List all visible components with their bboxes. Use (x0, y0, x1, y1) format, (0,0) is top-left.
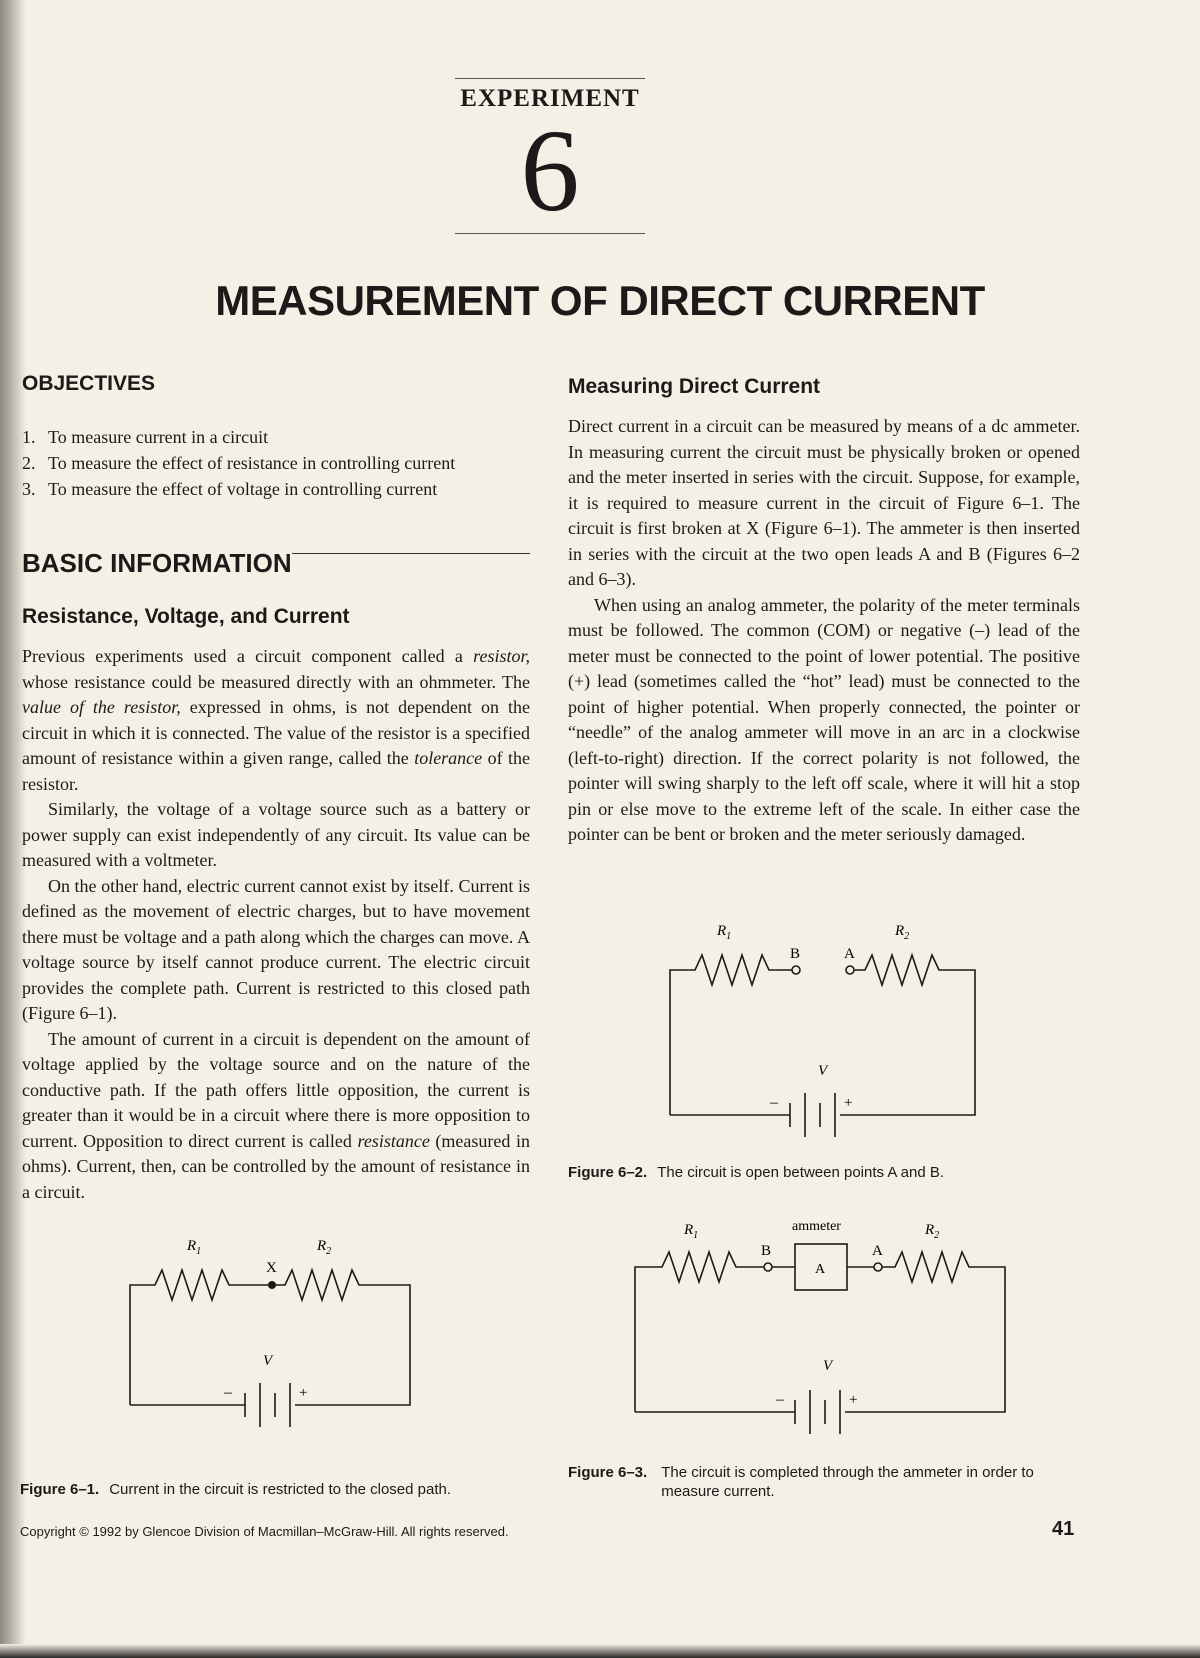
objective-item: 2. To measure the effect of resistance in controlling current (22, 453, 456, 473)
basic-information-heading: BASIC INFORMATION (22, 548, 292, 578)
paragraph: Direct current in a circuit can be measured by means of a dc ammeter. In measuring current the circuit must be physically broken or opened and the meter inserted in series with the circuit. Suppose, for example, it is required to measure current in the circuit of Figure 6–1. The circuit is first broken at X (Figure 6–1). The ammeter is then inserted in series with the circuit at the two open leads A and B (Figures 6–2 and 6–3). (568, 416, 1080, 589)
paragraph: Similarly, the voltage of a voltage source such as a battery or power supply can exist independently of any circuit. Its value can be measured with a voltmeter. (22, 799, 530, 870)
paragraph: Previous experiments used a circuit component called a resistor, whose resistance could be measured directly with an ohmmeter. The value of the resistor, expressed in ohms, is not dependent on the circuit in which it is connected. The value of the resistor is a specified amount of resistance within a given range, called the tolerance of the resistor. (22, 646, 531, 794)
r2-label: $R_2$ (317, 1238, 332, 1257)
r2-label: $R_2$ (925, 1222, 940, 1241)
plus-label: + (849, 1392, 858, 1408)
point-b-label: B (790, 946, 801, 962)
experiment-rule (455, 233, 645, 234)
point-b-label: B (761, 1243, 772, 1259)
paragraph: When using an analog ammeter, the polarity of the meter terminals must be followed. The common (COM) or negative (–) lead of the meter must be connected to the point of lower potential. The positive (+) lead (sometimes called the “hot” lead) must be connected to the point of higher potential. When properly connected, the pointer or “needle” of the analog ammeter will move in an arc in a clockwise (left-to-right) direction. If the correct polarity is not followed, the pointer will swing sharply to the left off scale, where it will hit a stop pin or else move to the extreme left of the scale. In either case the pointer can be bent or broken and the meter seriously damaged. (568, 594, 1080, 844)
r2-label: $R_2$ (895, 923, 910, 942)
minus-label: – (224, 1384, 232, 1401)
basic-information-body (22, 644, 530, 1205)
page-title: MEASUREMENT OF DIRECT CURRENT (215, 277, 985, 324)
objective-item: 1. To measure current in a circuit (22, 427, 269, 447)
measuring-dc-body (568, 414, 1080, 848)
paragraph: On the other hand, electric current cannot exist by itself. Current is defined as the movement of electric charges, but to have movement there must be voltage and a path along which the charges can move. A voltage source by itself cannot produce current. The electric circuit provides the complete path. Current is restricted to this closed path (Figure 6–1). (22, 875, 530, 1023)
objective-item: 3. To measure the effect of voltage in controlling current (22, 479, 438, 499)
plus-label: + (844, 1095, 853, 1111)
r1-label: $R_1$ (187, 1238, 202, 1257)
figure-6-2-caption: Figure 6–2. The circuit is open between points A and B. (568, 1164, 945, 1181)
figure-6-1-circuit (110, 1225, 430, 1465)
page-bottom-edge (0, 1644, 1200, 1658)
figure-6-3-caption: Figure 6–3. The circuit is completed through the ammeter in order to measure current. (568, 1464, 1034, 1500)
minus-label: – (776, 1391, 784, 1408)
copyright-notice: Copyright © 1992 by Glencoe Division of Macmillan–McGraw-Hill. All rights reserved. (20, 1524, 509, 1539)
figure-6-3-circuit (620, 1212, 1020, 1442)
ammeter-label: ammeter (792, 1219, 841, 1234)
page-number: 41 (1052, 1518, 1075, 1540)
objectives-list (22, 424, 542, 502)
minus-label: – (770, 1094, 778, 1111)
figure-6-1-caption: Figure 6–1. Current in the circuit is restricted to the closed path. (20, 1481, 452, 1498)
experiment-number: 6 (520, 105, 580, 236)
voltage-label: V (263, 1353, 273, 1369)
experiment-label: EXPERIMENT (455, 78, 645, 113)
paragraph: The amount of current in a circuit is dependent on the amount of voltage applied by the voltage source and on the nature of the conductive path. If the path offers little opposition, the current is greater than it would be in a circuit where there is more opposition to current. Opposition to direct current is called resistance (measured in ohms). Current, then, can be controlled by the amount of resistance in a circuit. (22, 1028, 530, 1202)
voltage-label: V (818, 1063, 828, 1079)
x-point-label: X (266, 1260, 277, 1276)
point-a-label: A (872, 1243, 883, 1259)
resistance-subheading: Resistance, Voltage, and Current (22, 605, 350, 628)
measuring-dc-subheading: Measuring Direct Current (568, 375, 821, 398)
objectives-heading: OBJECTIVES (22, 372, 156, 395)
point-a-label: A (844, 946, 855, 962)
ammeter-symbol: A (815, 1262, 826, 1277)
heading-rule (292, 553, 530, 554)
voltage-label: V (823, 1358, 833, 1374)
plus-label: + (299, 1385, 308, 1401)
figure-6-2-circuit (650, 915, 990, 1145)
r1-label: $R_1$ (717, 923, 732, 942)
r1-label: $R_1$ (684, 1222, 699, 1241)
